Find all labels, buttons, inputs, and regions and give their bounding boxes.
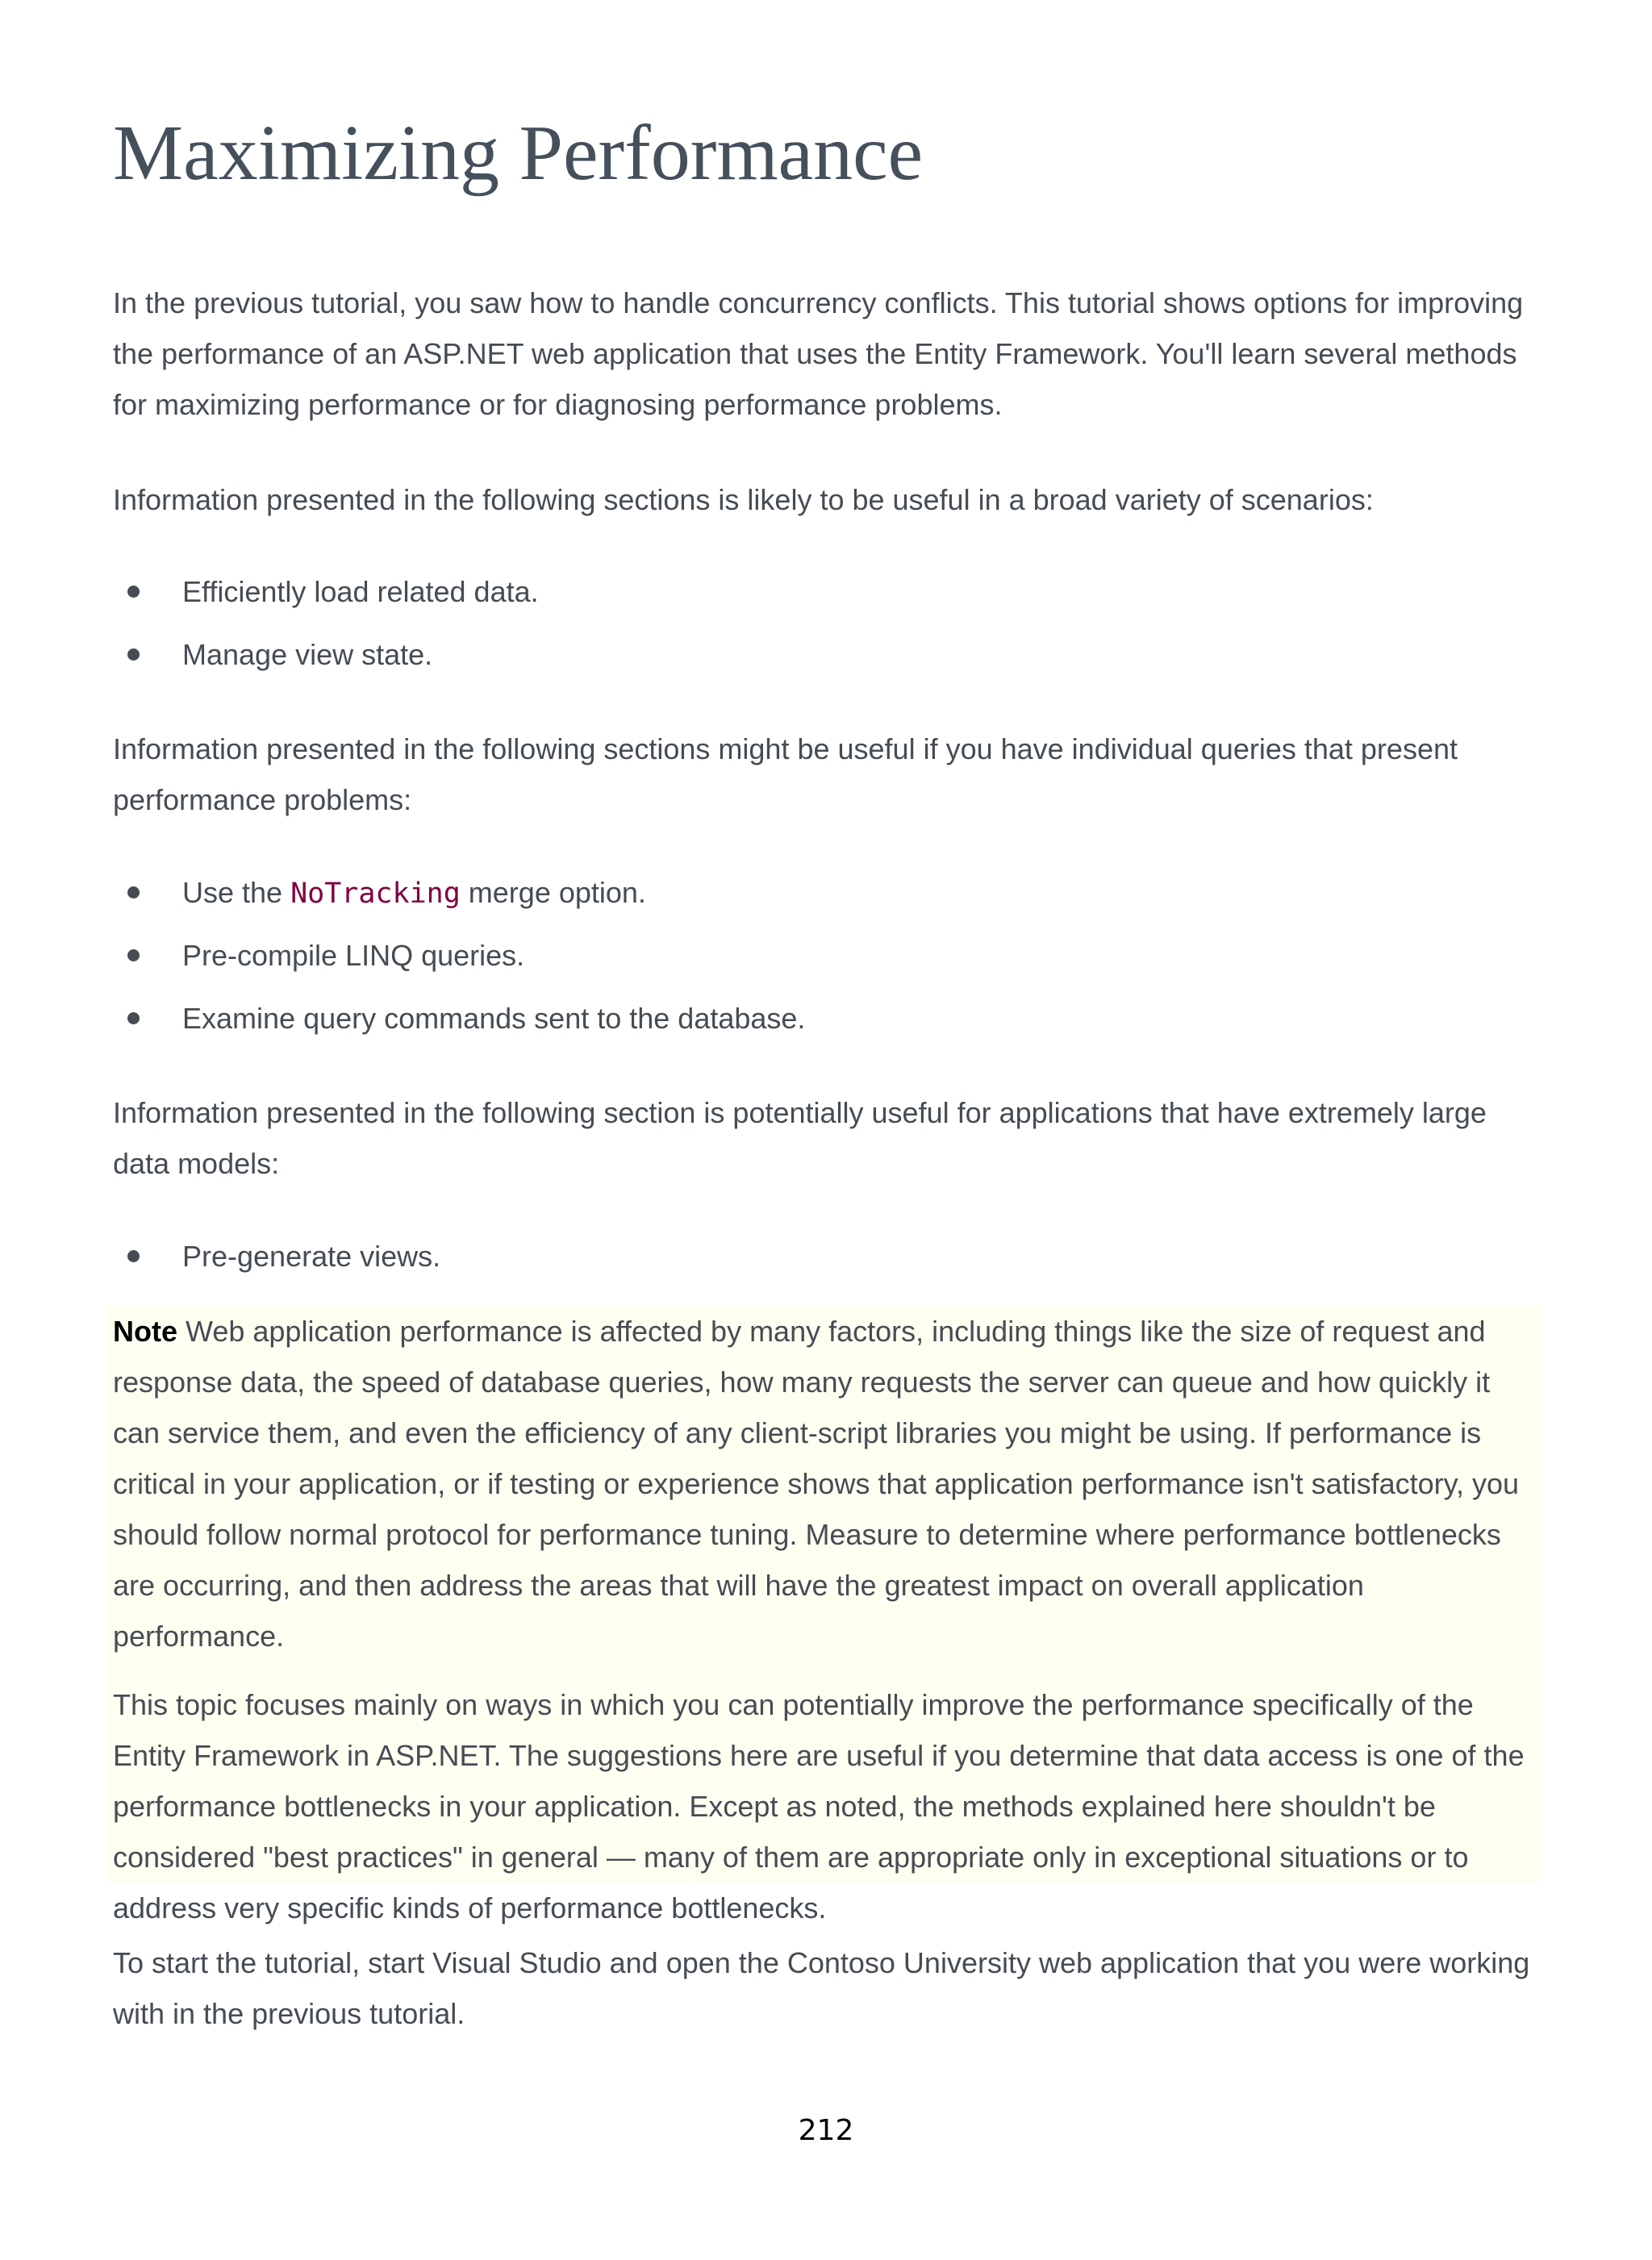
list-item: Efficiently load related data. [113, 566, 1541, 629]
section2-list [113, 867, 1541, 1056]
bullet-icon [127, 1012, 140, 1024]
section1-list [113, 566, 1541, 692]
section3-lead-block [113, 1087, 1541, 1189]
notracking-code: NoTracking [290, 878, 461, 910]
page-number: 212 [798, 2114, 854, 2147]
list-item: Manage view state. [113, 629, 1541, 692]
note-paragraph-2: This topic focuses mainly on ways in which you can potentially improve the performance specifically of the Entity Framework in ASP.NET. The suggestions here are useful if you determine that data access is one of the performance bottlenecks in your application. Except as noted, the methods explained here shouldn't be considered "best practices" in general — many of them are appropriate only in exceptional situations or to address very specific kinds of performance bottlenecks. [113, 1688, 1525, 1924]
section2-lead: Information presented in the following sections might be useful if you have individual queries that present performance problems: [113, 732, 1458, 816]
intro-paragraph-block [113, 277, 1541, 430]
list-item: Use the NoTracking merge option. [113, 867, 1541, 930]
section1-lead: Information presented in the following sections is likely to be useful in a broad variety of scenarios: [113, 483, 1374, 516]
list-item: Pre-generate views. [113, 1231, 1541, 1294]
page-title: Maximizing Performance [113, 110, 924, 197]
list-item: Examine query commands sent to the database. [113, 993, 1541, 1056]
bullet-icon [127, 648, 140, 661]
section1-list-block [113, 566, 1541, 692]
section3-list [113, 1231, 1541, 1294]
bullet-icon [127, 949, 140, 961]
section2-lead-block [113, 723, 1541, 825]
list-item: Pre-compile LINQ queries. [113, 930, 1541, 993]
closing-paragraph-block [113, 1937, 1541, 2039]
bullet-icon [127, 586, 140, 598]
note-paragraph-1: Note Web application performance is affected by many factors, including things like the size of request and response data, the speed of database queries, how many requests the server can queue and how quickly it can service them, and even the efficiency of any client-script libraries you might be using. If performance is critical in your application, or if testing or experience shows that application performance isn't satisfactory, you should follow normal protocol for performance tuning. Measure to determine where performance bottlenecks are occurring, and then address the areas that will have the greatest impact on overall application performance. [113, 1315, 1520, 1653]
bullet-icon [127, 1250, 140, 1262]
section3-lead: Information presented in the following section is potentially useful for applications that have extremely large data models: [113, 1096, 1487, 1180]
note-label: Note [113, 1315, 177, 1348]
closing-paragraph: To start the tutorial, start Visual Studio and open the Contoso University web application that you were working with in the previous tutorial. [113, 1946, 1530, 2030]
bullet-icon [127, 886, 140, 899]
section3-list-block [113, 1231, 1541, 1294]
note-box [108, 1306, 1541, 1924]
intro-paragraph: In the previous tutorial, you saw how to handle concurrency conflicts. This tutorial shows options for improving the performance of an ASP.NET web application that uses the Entity Framework. You'll learn several methods for maximizing performance or for diagnosing performance problems. [113, 286, 1524, 421]
section1-lead-block [113, 474, 1541, 525]
section2-list-block [113, 867, 1541, 1056]
